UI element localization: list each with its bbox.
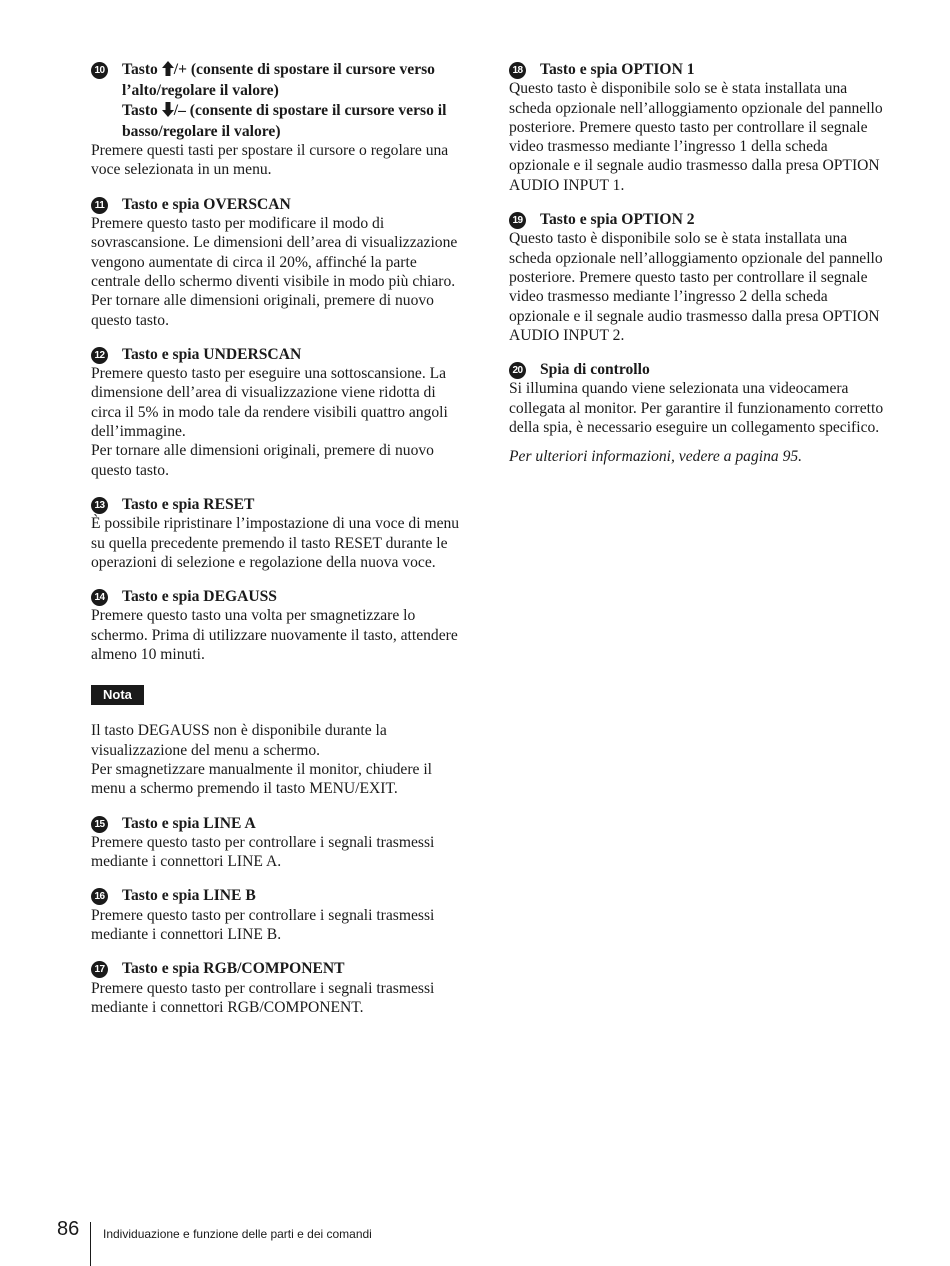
left-column bbox=[91, 60, 466, 1032]
body-text: Premere questo tasto per controllare i segnali trasmessi mediante i connettori RGB/COMPONENT. bbox=[91, 979, 435, 1016]
section-10-heading bbox=[91, 60, 466, 141]
body-text: Il tasto DEGAUSS non è disponibile durante la visualizzazione del menu a schermo. bbox=[91, 722, 387, 759]
body-text: Premere questo tasto per controllare i segnali trasmessi mediante i connettori LINE A. bbox=[91, 833, 435, 871]
section-20-heading bbox=[509, 360, 887, 379]
section-14 bbox=[91, 587, 466, 664]
section-11 bbox=[91, 195, 466, 330]
heading-text: Tasto e spia OPTION 2 bbox=[540, 211, 695, 229]
section-11-heading bbox=[91, 195, 466, 214]
section-10-body bbox=[91, 141, 466, 180]
section-14-body bbox=[91, 606, 466, 664]
item-number-badge: 20 bbox=[509, 362, 526, 379]
item-number-badge: 19 bbox=[509, 212, 526, 229]
section-18 bbox=[509, 60, 887, 195]
item-number-badge: 12 bbox=[91, 347, 108, 364]
page-number: 86 bbox=[57, 1218, 80, 1240]
body-text: Premere questo tasto per controllare i segnali trasmessi mediante i connettori LINE B. bbox=[91, 906, 435, 943]
section-19-body bbox=[509, 229, 887, 345]
body-text: Premere questo tasto una volta per smagnetizzare lo schermo. Prima di utilizzare nuovamente il tasto, attendere almeno 10 minuti. bbox=[91, 607, 458, 664]
section-12-body bbox=[91, 364, 466, 480]
heading-text: /+ (consente di spostare il cursore verso l’alto/regolare il valore) bbox=[122, 61, 435, 100]
body-text: È possibile ripristinare l’impostazione di una voce di menu su quella precedente premendo il tasto RESET durante le operazioni di selezione e regolazione della nuova voce. bbox=[91, 515, 460, 571]
body-text: Questo tasto è disponibile solo se è stata installata una scheda opzionale nell’alloggiamento opzionale del pannello posteriore. Premere questo tasto per controllare il segnale video trasmesso mediante l’ingresso 1 della scheda opzionale e il segnale audio trasmesso dalla presa OPTION AUDIO INPUT 1. bbox=[509, 80, 883, 194]
section-12-heading bbox=[91, 345, 466, 364]
page-reference: Per ulteriori informazioni, vedere a pagina 95. bbox=[509, 448, 803, 466]
section-19-heading bbox=[509, 210, 887, 229]
section-11-body bbox=[91, 214, 466, 330]
section-17-heading bbox=[91, 959, 466, 978]
item-number-badge: 18 bbox=[509, 62, 526, 79]
arrow-up-icon bbox=[162, 61, 174, 81]
body-text: Per smagnetizzare manualmente il monitor, chiudere il menu a schermo premendo il tasto MENU/EXIT. bbox=[91, 760, 433, 798]
section-20-body bbox=[509, 379, 887, 437]
section-13 bbox=[91, 495, 466, 572]
right-column bbox=[509, 60, 887, 482]
body-text: Per tornare alle dimensioni originali, premere di nuovo questo tasto. bbox=[91, 292, 434, 329]
section-10 bbox=[91, 60, 466, 180]
body-text: Questo tasto è disponibile solo se è stata installata una scheda opzionale nell’alloggiamento opzionale del pannello posteriore. Premere questo tasto per controllare il segnale video trasmesso mediante l’ingresso 2 della scheda opzionale e il segnale audio trasmesso dalla presa OPTION AUDIO INPUT 2. bbox=[509, 230, 883, 344]
section-15-body bbox=[91, 833, 466, 872]
body-text: Premere questo tasto per modificare il modo di sovrascansione. Le dimensioni dell’area di visualizzazione vengono aumentate di circa il 20%, affinché la parte centrale dello schermo diventi visibile in modo più chiaro. bbox=[91, 215, 458, 290]
section-18-heading bbox=[509, 60, 887, 79]
heading-text: Spia di controllo bbox=[540, 361, 650, 379]
heading-text: Tasto e spia DEGAUSS bbox=[122, 588, 277, 606]
section-20 bbox=[509, 360, 887, 466]
heading-up-key bbox=[122, 60, 466, 101]
body-text: Per tornare alle dimensioni originali, premere di nuovo questo tasto. bbox=[91, 442, 434, 479]
item-number-badge: 13 bbox=[91, 497, 108, 514]
heading-text: Tasto e spia OVERSCAN bbox=[122, 195, 291, 213]
heading-text: Tasto e spia OPTION 1 bbox=[540, 61, 695, 78]
section-12 bbox=[91, 345, 466, 480]
heading-down-key bbox=[122, 101, 466, 142]
item-number-badge: 17 bbox=[91, 961, 108, 978]
heading-text: Tasto e spia LINE A bbox=[122, 814, 256, 832]
item-number-badge: 14 bbox=[91, 589, 108, 606]
item-number-badge: 16 bbox=[91, 888, 108, 905]
body-text: Premere questo tasto per eseguire una sottoscansione. La dimensione dell’area di visualizzazione viene ridotta di circa il 5% in modo tale da rendere visibili quattro angoli dell’immagine. bbox=[91, 365, 448, 441]
section-16-body bbox=[91, 906, 466, 945]
note-body bbox=[91, 721, 466, 798]
section-15 bbox=[91, 814, 466, 872]
section-18-body bbox=[509, 79, 887, 195]
item-number-badge: 15 bbox=[91, 816, 108, 833]
heading-text: Tasto e spia RGB/COMPONENT bbox=[122, 960, 345, 978]
section-19 bbox=[509, 210, 887, 345]
section-14-heading bbox=[91, 587, 466, 606]
section-17 bbox=[91, 959, 466, 1017]
arrow-down-icon bbox=[162, 102, 174, 122]
heading-text: Tasto e spia LINE B bbox=[122, 887, 256, 905]
section-15-heading bbox=[91, 814, 466, 833]
note-block bbox=[91, 679, 466, 798]
heading-text: Tasto e spia UNDERSCAN bbox=[122, 345, 302, 363]
section-13-body bbox=[91, 514, 466, 572]
note-label: Nota bbox=[91, 685, 144, 705]
item-number-badge: 10 bbox=[91, 62, 108, 79]
heading-text: Tasto bbox=[122, 61, 162, 78]
item-number-badge: 11 bbox=[91, 197, 108, 214]
section-17-body bbox=[91, 979, 466, 1018]
body-text: Si illumina quando viene selezionata una videocamera collegata al monitor. Per garantire il funzionamento corretto della spia, è necessario eseguire un collegamento specifico. bbox=[509, 380, 884, 437]
heading-text: Tasto bbox=[122, 101, 162, 119]
footer-section-title: Individuazione e funzione delle parti e dei comandi bbox=[103, 1227, 372, 1241]
footer-divider bbox=[90, 1222, 91, 1266]
section-16 bbox=[91, 886, 466, 944]
body-text: Premere questi tasti per spostare il cursore o regolare una voce selezionata in un menu. bbox=[91, 142, 449, 179]
section-13-heading bbox=[91, 495, 466, 514]
section-16-heading bbox=[91, 886, 466, 905]
heading-text: Tasto e spia RESET bbox=[122, 495, 255, 513]
heading-text: /– (consente di spostare il cursore verso il basso/regolare il valore) bbox=[122, 101, 447, 140]
